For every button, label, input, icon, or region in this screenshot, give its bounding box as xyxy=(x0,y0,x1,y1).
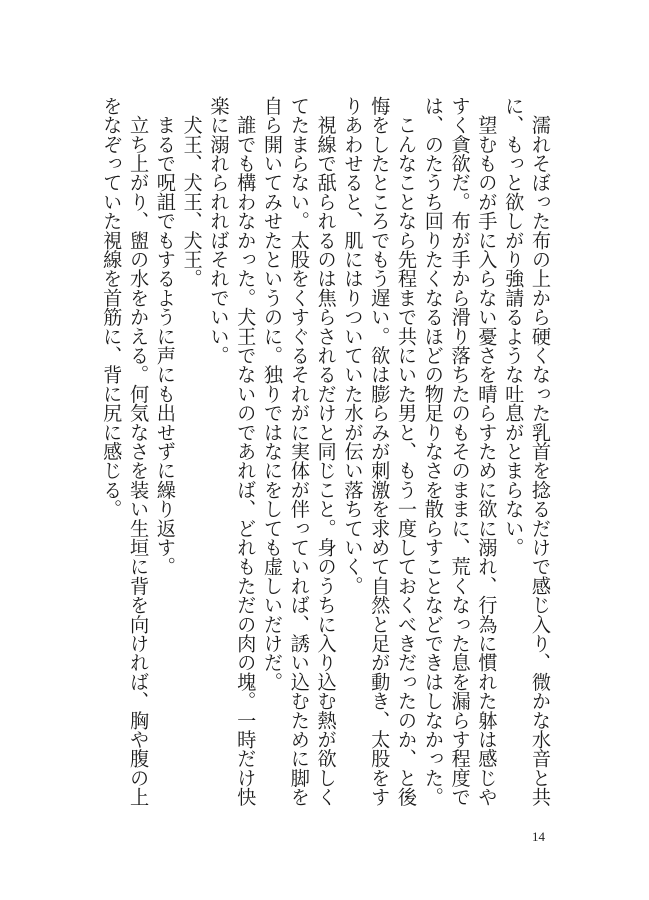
text-line: すく貪欲だ。布が手から滑り落ちたのもそのままに、荒くなった息を漏らす程度で xyxy=(448,96,472,807)
text-line: 濡れそぼった布の上から硬くなった乳首を捻るだけで感じ入り、微かな水音と共 xyxy=(529,96,552,807)
text-line: 立ち上がり、盥の水をかえる。何気なさを装い生垣に背を向ければ、胸や腹の上 xyxy=(127,96,151,807)
text-line: 悔をしたところでもう遅い。欲は膨らみが刺激を求めて自然と足が動き、太股をす xyxy=(368,96,392,807)
text-line: 自ら開いてみせたというのに。独りではなにをしても虚しいだけだ。 xyxy=(261,96,285,692)
text-line: こんなことなら先程まで共にいた男と、もう一度しておくべきだったのか、と後 xyxy=(395,96,419,807)
text-line: 犬王、犬王、犬王。 xyxy=(180,96,204,288)
vertical-text-body xyxy=(97,96,553,816)
text-line: をなぞっていた視線を首筋に、背に尻に感じる。 xyxy=(100,96,124,519)
text-line: に、もっと欲しがり強請るような吐息がとまらない。 xyxy=(502,96,526,557)
text-line: は、のたうち回りたくなるほどの物足りなさを散らすことなどできはしなかった。 xyxy=(421,96,445,807)
text-line: りあわせると、肌にはりついていた水が伝い落ちていく。 xyxy=(341,96,365,596)
text-line: 視線で舐られるのは焦らされるだけと同じこと。身のうちに入り込む熱が欲しく xyxy=(314,96,338,807)
text-line: 望むものが手に入らない憂さを晴らすために欲に溺れ、行為に慣れた躰は感じや xyxy=(475,96,499,807)
text-line: 誰でも構わなかった。犬王でないのであれば、どれもただの肉の塊。一時だけ快 xyxy=(234,96,258,807)
text-line: まるで呪詛でもするように声にも出せずに繰り返す。 xyxy=(153,96,177,576)
text-line: 楽に溺れられればそれでいい。 xyxy=(207,96,231,365)
page-number: 14 xyxy=(532,829,545,844)
text-line: てたまらない。太股をくすぐるそれがに実体が伴っていれば、誘い込むために脚を xyxy=(287,96,311,807)
